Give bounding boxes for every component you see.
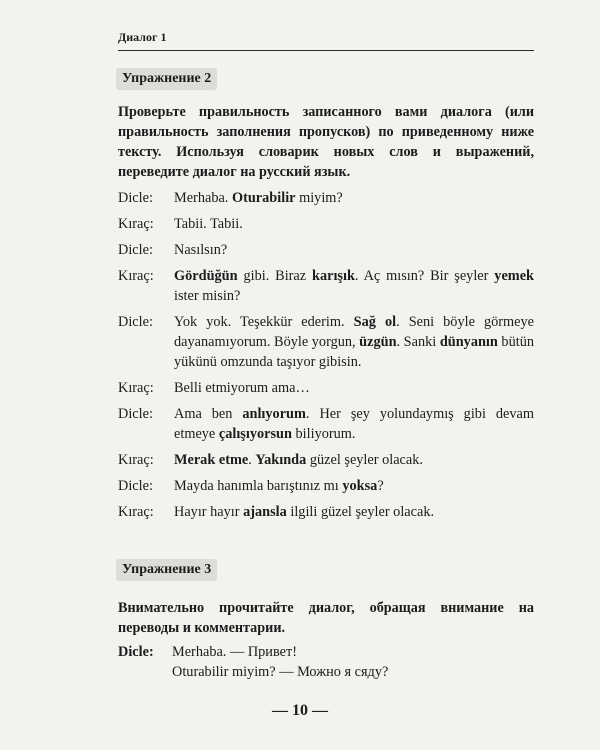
text-fragment: . [248, 452, 256, 468]
speaker-name: Kıraç: [118, 268, 154, 284]
speaker-name: Dicle: [118, 406, 153, 422]
text-fragment: gibi. Biraz [237, 268, 312, 284]
exercise-2-label: Упражнение 2 [116, 68, 217, 90]
dialogue-line [118, 378, 534, 398]
dialogue-line [118, 266, 534, 306]
text-fragment: Tabii. Tabii. [174, 216, 243, 232]
new-word: dünyanın [439, 334, 498, 350]
running-head: Диалог 1 [118, 30, 167, 44]
exercise-3-speaker: Dicle: [118, 644, 154, 660]
dialogue-line [118, 450, 534, 470]
new-word: üzgün [359, 334, 397, 350]
new-word: Gördüğün [174, 268, 238, 284]
dialogue-line [118, 502, 534, 522]
speaker-name: Kıraç: [118, 216, 154, 232]
speaker-name: Dicle: [118, 242, 153, 258]
dialogue-text [174, 312, 534, 372]
dialogue-line [118, 214, 534, 234]
dialogue-text [174, 188, 534, 208]
exercise-3-line: Oturabilir miyim? — Можно я сяду? [172, 664, 389, 680]
text-fragment: ister misin? [174, 288, 241, 304]
new-word: yoksa [342, 478, 378, 494]
text-fragment: . Her şey yolundaymış gibi devam etmeye [174, 406, 534, 442]
text-fragment: ? [377, 478, 384, 494]
new-word: ajansla [243, 504, 287, 520]
text-fragment: Yok yok. Teşekkür ederim. [174, 314, 354, 330]
dialogue-text [174, 266, 534, 306]
dialogue-line [118, 188, 534, 208]
text-fragment: Merhaba. [174, 190, 232, 206]
text-fragment: . Aç mısın? Bir şeyler [354, 268, 495, 284]
text-fragment: bütün yükünü omzunda taşıyor gibisin. [174, 334, 534, 370]
text-fragment: güzel şeyler olacak. [306, 452, 423, 468]
text-fragment: Nasılsın? [174, 242, 228, 258]
new-word: çalışıyorsun [218, 426, 292, 442]
speaker-name: Dicle: [118, 478, 153, 494]
dialogue-text [174, 404, 534, 444]
new-word: Sağ ol [353, 314, 397, 330]
page-number: — 10 — [272, 702, 328, 719]
speaker-name: Dicle: [118, 190, 153, 206]
new-word: Yakında [255, 452, 307, 468]
dialogue-line [118, 312, 534, 372]
dialogue-text [174, 240, 534, 260]
dialogue-line [118, 404, 534, 444]
exercise-3-instruction: Внимательно прочитайте диалог, обращая внимание на переводы и комментарии. [118, 600, 534, 636]
speaker-name: Kıraç: [118, 452, 154, 468]
speaker-name: Kıraç: [118, 380, 154, 396]
dialogue-line [118, 240, 534, 260]
text-fragment: miyim? [295, 190, 343, 206]
dialogue-line [118, 476, 534, 496]
new-word: anlıyorum [242, 406, 306, 422]
page-header [118, 28, 534, 51]
dialogue-text [174, 378, 534, 398]
text-fragment: ilgili güzel şeyler olacak. [286, 504, 435, 520]
exercise-2-instruction: Проверьте правильность записанного вами диалога (или правильность заполнения пропусков) по приведенному ниже тексту. Используя словарик новых слов и выражений, переведите диалог на русский язык. [118, 104, 534, 180]
dialogue-text [174, 214, 534, 234]
new-word: yemek [494, 268, 534, 284]
speaker-name: Dicle: [118, 314, 153, 330]
text-fragment: . Sanki [396, 334, 440, 350]
dialogue-text [174, 502, 534, 522]
text-fragment: Ama ben [174, 406, 243, 422]
text-fragment: biliyorum. [291, 426, 356, 442]
text-fragment: . Seni böyle görmeye dayanamıyorum. Böyle yorgun, [174, 314, 534, 350]
exercise-3-line: Merhaba. — Привет! [172, 644, 297, 660]
exercise-3-dialogue [118, 642, 534, 682]
exercise-3-label: Упражнение 3 [116, 559, 217, 581]
new-word: Oturabilir [231, 190, 296, 206]
speaker-name: Kıraç: [118, 504, 154, 520]
text-fragment: Belli etmiyorum ama… [174, 380, 310, 396]
text-fragment: Hayır hayır [174, 504, 244, 520]
new-word: karışık [312, 268, 355, 284]
text-fragment: Mayda hanımla barıştınız mı [174, 478, 343, 494]
dialogue-text [174, 476, 534, 496]
dialogue-text [174, 450, 534, 470]
new-word: Merak etme [174, 452, 249, 468]
